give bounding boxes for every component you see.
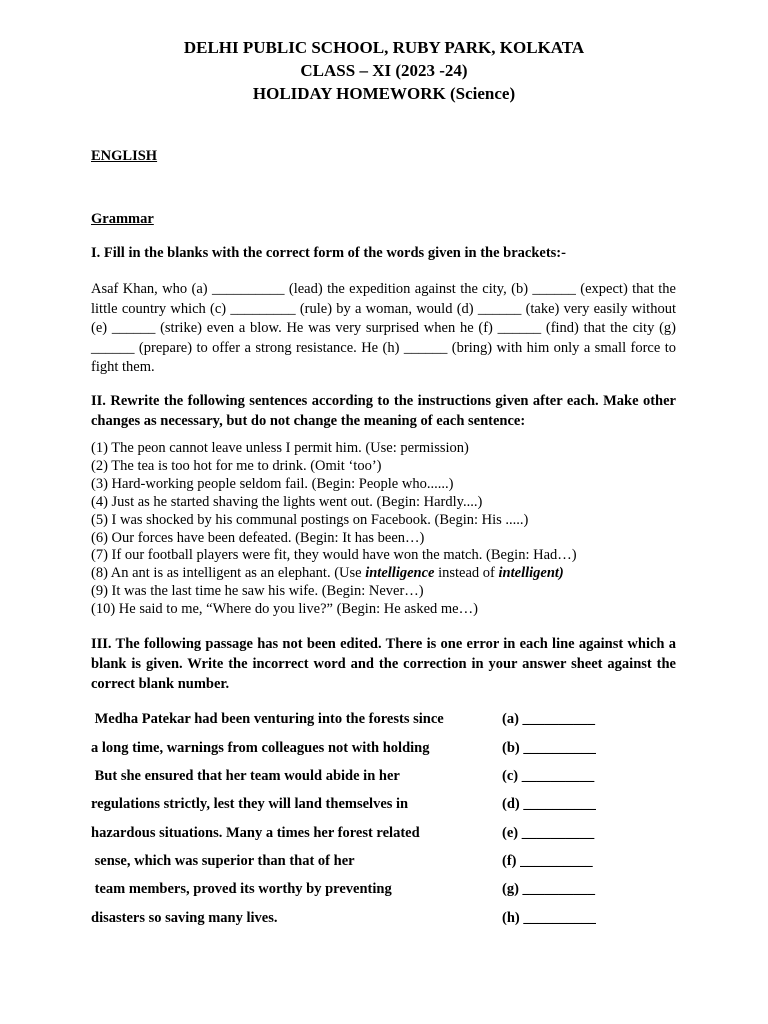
editing-row bbox=[91, 768, 691, 790]
list-item: (7) If our football players were fit, they would have won the match. (Begin: Had…) bbox=[91, 547, 577, 564]
answer-blank: (a) __________ bbox=[502, 711, 596, 727]
answer-blank: (e) __________ bbox=[502, 825, 595, 841]
list-item: (2) The tea is too hot for me to drink. (Omit ‘too’) bbox=[91, 457, 382, 474]
editing-row bbox=[91, 825, 691, 847]
sentence8-middle: instead of bbox=[434, 565, 499, 582]
editing-row bbox=[91, 740, 691, 762]
section3-heading: III. The following passage has not been edited. There is one error in each line against which a blank is given. Write the incorrect word and the correction in your answer sheet against the correct blank number. bbox=[91, 636, 676, 692]
list-item: (3) Hard-working people seldom fail. (Begin: People who......) bbox=[91, 475, 454, 492]
editing-row bbox=[91, 711, 691, 733]
list-item: (4) Just as he started shaving the lights went out. (Begin: Hardly....) bbox=[91, 493, 483, 510]
answer-blank: (h) __________ bbox=[502, 910, 596, 926]
sentence8-prefix: (8) An ant is as intelligent as an elephant. (Use bbox=[91, 565, 366, 582]
editing-line-text: disasters so saving many lives. bbox=[91, 910, 278, 926]
class-line: CLASS – XI (2023 -24) bbox=[300, 61, 468, 80]
editing-row bbox=[91, 853, 691, 875]
editing-line-text: sense, which was superior than that of her bbox=[91, 853, 355, 869]
section2-heading: II. Rewrite the following sentences according to the instructions given after each. Make other changes as necessary, but do not change the meaning of each sentence: bbox=[91, 393, 676, 429]
list-item: (9) It was the last time he saw his wife. (Begin: Never…) bbox=[91, 583, 424, 600]
editing-line-text: Medha Patekar had been venturing into the forests since bbox=[91, 711, 444, 727]
editing-line-text: a long time, warnings from colleagues not with holding bbox=[91, 740, 430, 756]
list-item: (6) Our forces have been defeated. (Begin: It has been…) bbox=[91, 529, 425, 546]
list-item: (10) He said to me, “Where do you live?” (Begin: He asked me…) bbox=[91, 601, 478, 618]
answer-blank: (f) __________ bbox=[502, 853, 593, 869]
document-header bbox=[0, 36, 768, 105]
subject-heading: ENGLISH bbox=[91, 148, 158, 164]
section1-heading: I. Fill in the blanks with the correct form of the words given in the brackets:- bbox=[91, 245, 566, 261]
section1-passage: Asaf Khan, who (a) __________ (lead) the expedition against the city, (b) ______ (expect) that the little country which (c) _________ (rule) by a woman, would (d) ______ (take) very easily without (e) ______ (strike) even a blow. He was very surprised when he (f) ______ (find) that the city (g) ______ (prepare) to offer a strong resistance. He (h) ______ (bring) with him only a small force to fight them. bbox=[91, 281, 676, 375]
editing-row bbox=[91, 881, 691, 903]
editing-line-text: hazardous situations. Many a times her forest related bbox=[91, 825, 420, 841]
list-item: (5) I was shocked by his communal postings on Facebook. (Begin: His .....) bbox=[91, 511, 529, 528]
sentence8-word1: intelligence bbox=[365, 565, 435, 582]
list-item: (1) The peon cannot leave unless I permit him. (Use: permission) bbox=[91, 440, 469, 456]
editing-line-text: But she ensured that her team would abide in her bbox=[91, 768, 400, 784]
sentence8-word2: intelligent) bbox=[498, 565, 564, 582]
rewrite-sentence-list bbox=[91, 440, 691, 619]
list-item bbox=[91, 565, 691, 583]
school-name: DELHI PUBLIC SCHOOL, RUBY PARK, KOLKATA bbox=[183, 38, 585, 57]
answer-blank: (g) __________ bbox=[502, 881, 596, 897]
answer-blank: (c) __________ bbox=[502, 768, 595, 784]
answer-blank: (d) __________ bbox=[502, 796, 596, 812]
editing-line-text: team members, proved its worthy by preventing bbox=[91, 881, 392, 897]
topic-heading: Grammar bbox=[91, 211, 154, 227]
editing-line-text: regulations strictly, lest they will land themselves in bbox=[91, 796, 409, 812]
homework-title: HOLIDAY HOMEWORK (Science) bbox=[252, 84, 516, 103]
editing-row bbox=[91, 796, 691, 818]
editing-row bbox=[91, 910, 691, 932]
answer-blank: (b) __________ bbox=[502, 740, 596, 756]
